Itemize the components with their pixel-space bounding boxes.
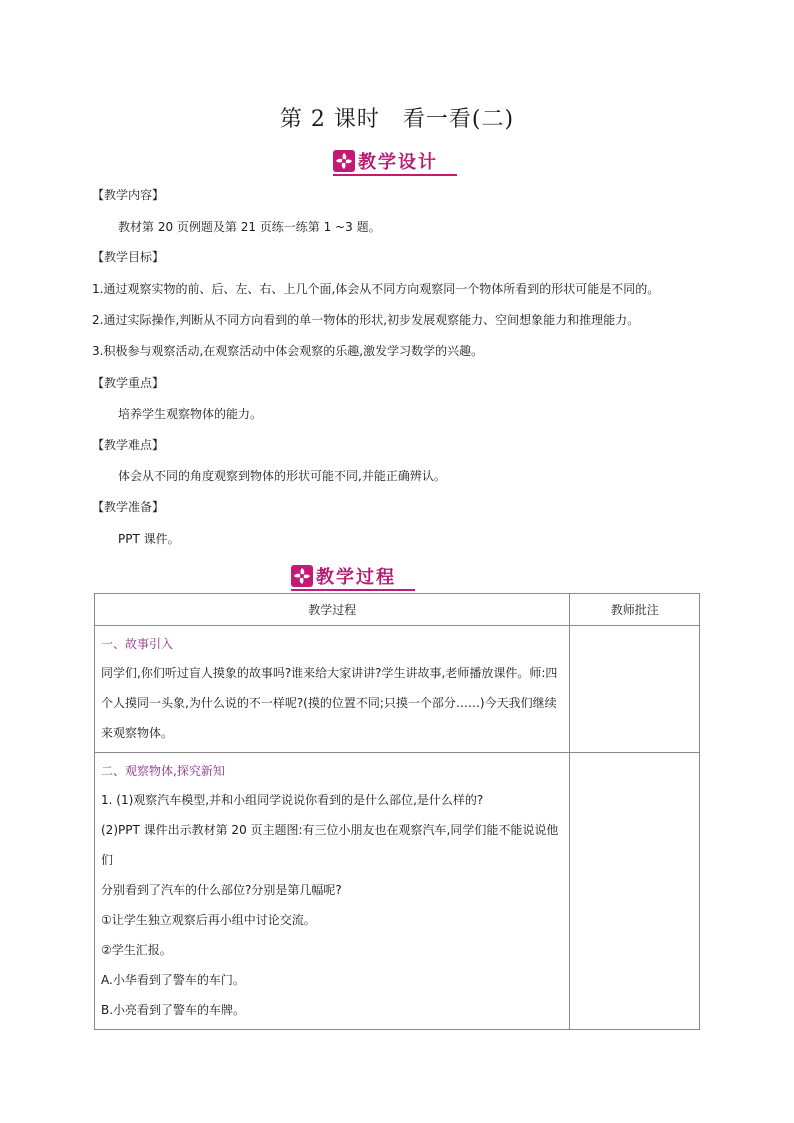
prep-heading: 【教学准备】 [92, 500, 165, 514]
content-text: 教材第 20 页例题及第 21 页练一练第 1 ~3 题。 [118, 220, 381, 234]
section-line: 个人摸同一头象,为什么说的不一样呢?(摸的位置不同;只摸一个部分……)今天我们继续 [101, 696, 557, 710]
section-line: ②学生汇报。 [101, 943, 172, 957]
goal-item-3: 3.积极参与观察活动,在观察活动中体会观察的乐趣,激发学习数学的兴趣。 [92, 344, 484, 358]
content-heading: 【教学内容】 [92, 188, 165, 202]
section-line: B.小亮看到了警车的车牌。 [101, 1003, 246, 1017]
section-line: 来观察物体。 [101, 726, 174, 740]
key-text: 培养学生观察物体的能力。 [118, 407, 263, 421]
page-title: 第 2 课时 看一看(二) [279, 107, 515, 132]
banner-underline [291, 589, 415, 591]
flower-logo-icon [333, 150, 355, 172]
difficulty-text: 体会从不同的角度观察到物体的形状可能不同,并能正确辨认。 [118, 469, 446, 483]
banner-label: 教学过程 [316, 567, 396, 588]
difficulty-heading: 【教学难点】 [92, 438, 165, 452]
notes-cell [570, 753, 700, 1030]
section-title: 二、观察物体,探究新知 [101, 764, 225, 778]
column-header-notes: 教师批注 [570, 594, 700, 626]
table-header-row [95, 594, 700, 626]
section-line: 1. (1)观察汽车模型,并和小组同学说说你看到的是什么部位,是什么样的? [101, 793, 484, 807]
goal-item-2: 2.通过实际操作,判断从不同方向看到的单一物体的形状,初步发展观察能力、空间想象能力和推理能力。 [92, 313, 640, 327]
banner-underline [333, 174, 457, 176]
column-header-process: 教学过程 [95, 594, 570, 626]
banner-teaching-process [291, 563, 411, 589]
section-line: ①让学生独立观察后再小组中讨论交流。 [101, 913, 316, 927]
process-table [94, 593, 700, 1030]
section-line: (2)PPT 课件出示教材第 20 页主题图:有三位小朋友也在观察汽车,同学们能不能说说他们 [101, 823, 559, 867]
section-line: A.小华看到了警车的车门。 [101, 973, 245, 987]
notes-cell [570, 626, 700, 753]
flower-logo-icon [291, 565, 313, 587]
table-row [95, 626, 700, 753]
goal-item-1: 1.通过观察实物的前、后、左、右、上几个面,体会从不同方向观察同一个物体所看到的形状可能是不同的。 [92, 282, 660, 296]
section-line: 分别看到了汽车的什么部位?分别是第几幅呢? [101, 883, 342, 897]
key-heading: 【教学重点】 [92, 376, 165, 390]
banner-label: 教学设计 [358, 152, 438, 173]
prep-text: PPT 课件。 [118, 532, 180, 546]
section-line: 同学们,你们听过盲人摸象的故事吗?谁来给大家讲讲?学生讲故事,老师播放课件。师:四 [101, 666, 558, 680]
table-row [95, 753, 700, 1030]
goals-heading: 【教学目标】 [92, 250, 165, 264]
banner-teaching-design [333, 148, 453, 174]
section-title: 一、故事引入 [101, 637, 174, 651]
